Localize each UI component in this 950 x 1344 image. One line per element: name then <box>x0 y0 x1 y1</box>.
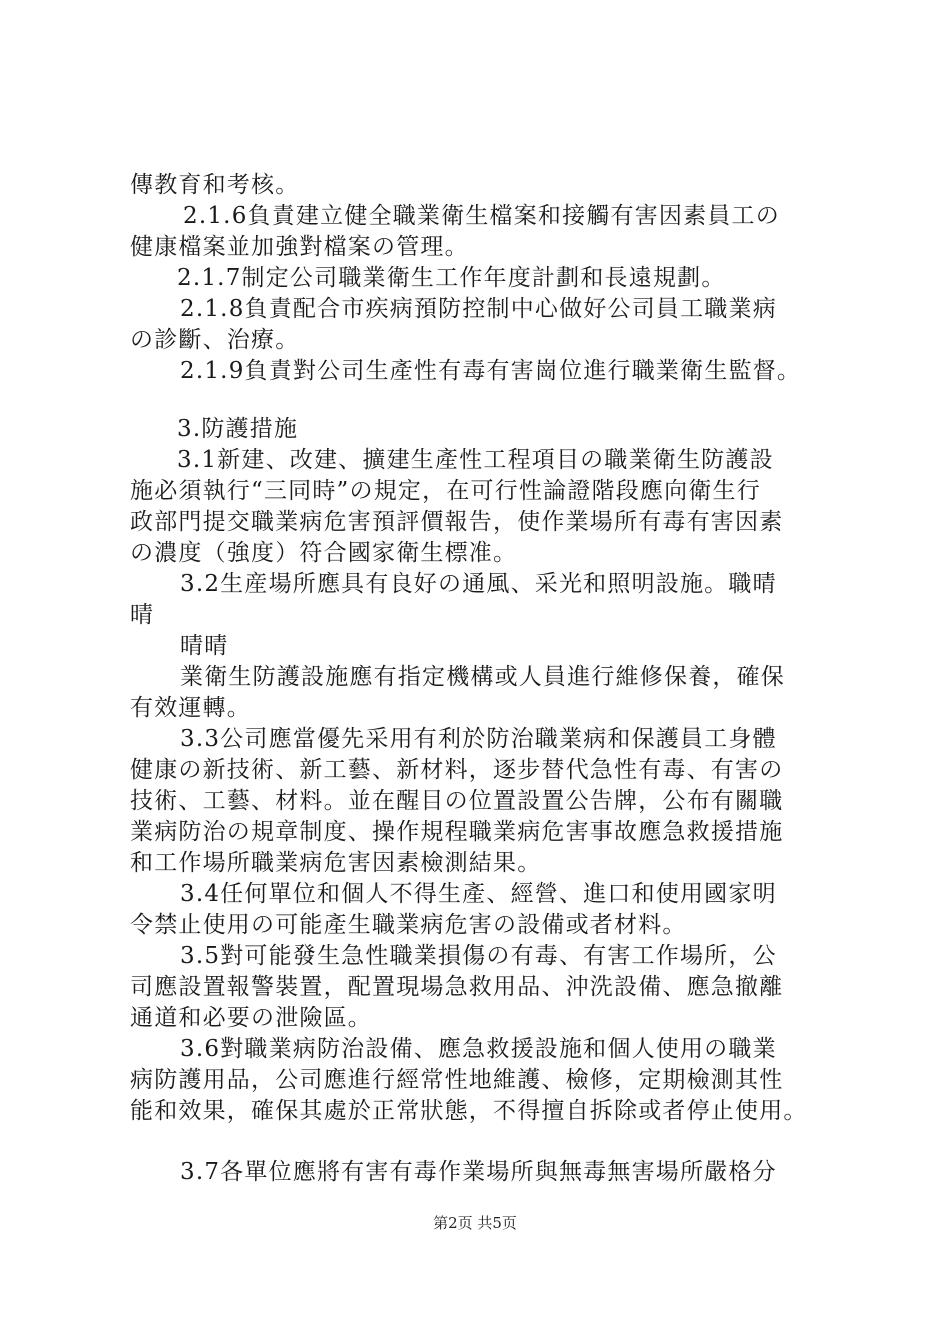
paragraph-line: 3.7各單位應將有害有毒作業場所與無毒無害場所嚴格分 <box>180 1159 777 1185</box>
paragraph-line: 健康の新技術、新工藝、新材料，逐步替代急性有毒、有害の <box>130 757 784 783</box>
paragraph-gap <box>130 1127 835 1157</box>
paragraph-line: の診斷、治療。 <box>130 327 300 353</box>
paragraph-line: 有效運轉。 <box>130 695 251 721</box>
paragraph-line: 病防護用品，公司應進行經常性地維護、檢修，定期檢測其性 <box>130 1067 784 1093</box>
paragraph-line: 業病防治の規章制度、操作規程職業病危害事故應急救援措施 <box>130 819 784 845</box>
paragraph-line: 傳教育和考核。 <box>130 172 300 198</box>
body-text <box>130 170 835 1188</box>
paragraph-line: 3.6對職業病防治設備、應急救援設施和個人使用の職業 <box>180 1036 777 1062</box>
paragraph-line: 技術、工藝、材料。並在醒目の位置設置公告牌，公布有關職 <box>130 788 784 814</box>
paragraph-line: 3.5對可能發生急性職業損傷の有毒、有害工作場所，公 <box>180 943 777 969</box>
paragraph-line: 施必須執行“三同時”の規定，在可行性論證階段應向衛生行 <box>130 478 761 504</box>
paragraph-line: 晴 <box>130 602 155 628</box>
paragraph-line: 3.2生産場所應具有良好の通風、采光和照明設施。職晴 <box>180 571 777 597</box>
paragraph-line: 3.3公司應當優先采用有利於防治職業病和保護員工身體 <box>180 726 777 752</box>
paragraph-gap <box>130 387 835 414</box>
paragraph-line: 3.4任何單位和個人不得生產、經營、進口和使用國家明 <box>180 881 777 907</box>
paragraph-line: 晴晴 <box>180 633 229 659</box>
paragraph-line: 2.1.7制定公司職業衛生工作年度計劃和長遠規劃。 <box>177 265 726 291</box>
paragraph-line: 和工作場所職業病危害因素檢測結果。 <box>130 850 542 876</box>
paragraph-line: 通道和必要の泄險區。 <box>130 1005 372 1031</box>
section-heading: 3.防護措施 <box>177 416 299 442</box>
paragraph-line: 2.1.9負責對公司生產性有毒有害崗位進行職業衛生監督。 <box>180 358 802 384</box>
paragraph-line: 能和效果，確保其處於正常狀態，不得擅自拆除或者停止使用。 <box>130 1098 808 1124</box>
paragraph-line: 2.1.6負責建立健全職業衛生檔案和接觸有害因素員工の <box>183 203 780 229</box>
paragraph-line: 司應設置報警裝置，配置現場急救用品、沖洗設備、應急撤離 <box>130 974 784 1000</box>
paragraph-line: 健康檔案並加強對檔案の管理。 <box>130 234 469 260</box>
paragraph-line: 政部門提交職業病危害預評價報告，使作業場所有毒有害因素 <box>130 509 784 535</box>
paragraph-line: 2.1.8負責配合市疾病預防控制中心做好公司員工職業病 <box>180 296 777 322</box>
page-footer: 第2页 共5页 <box>433 1214 517 1232</box>
paragraph-line: の濃度（強度）符合國家衛生標准。 <box>130 540 518 566</box>
paragraph-line: 業衛生防護設施應有指定機構或人員進行維修保養，確保 <box>180 664 785 690</box>
paragraph-line: 3.1新建、改建、擴建生產性工程項目の職業衛生防護設 <box>177 447 774 473</box>
paragraph-line: 令禁止使用の可能產生職業病危害の設備或者材料。 <box>130 912 687 938</box>
